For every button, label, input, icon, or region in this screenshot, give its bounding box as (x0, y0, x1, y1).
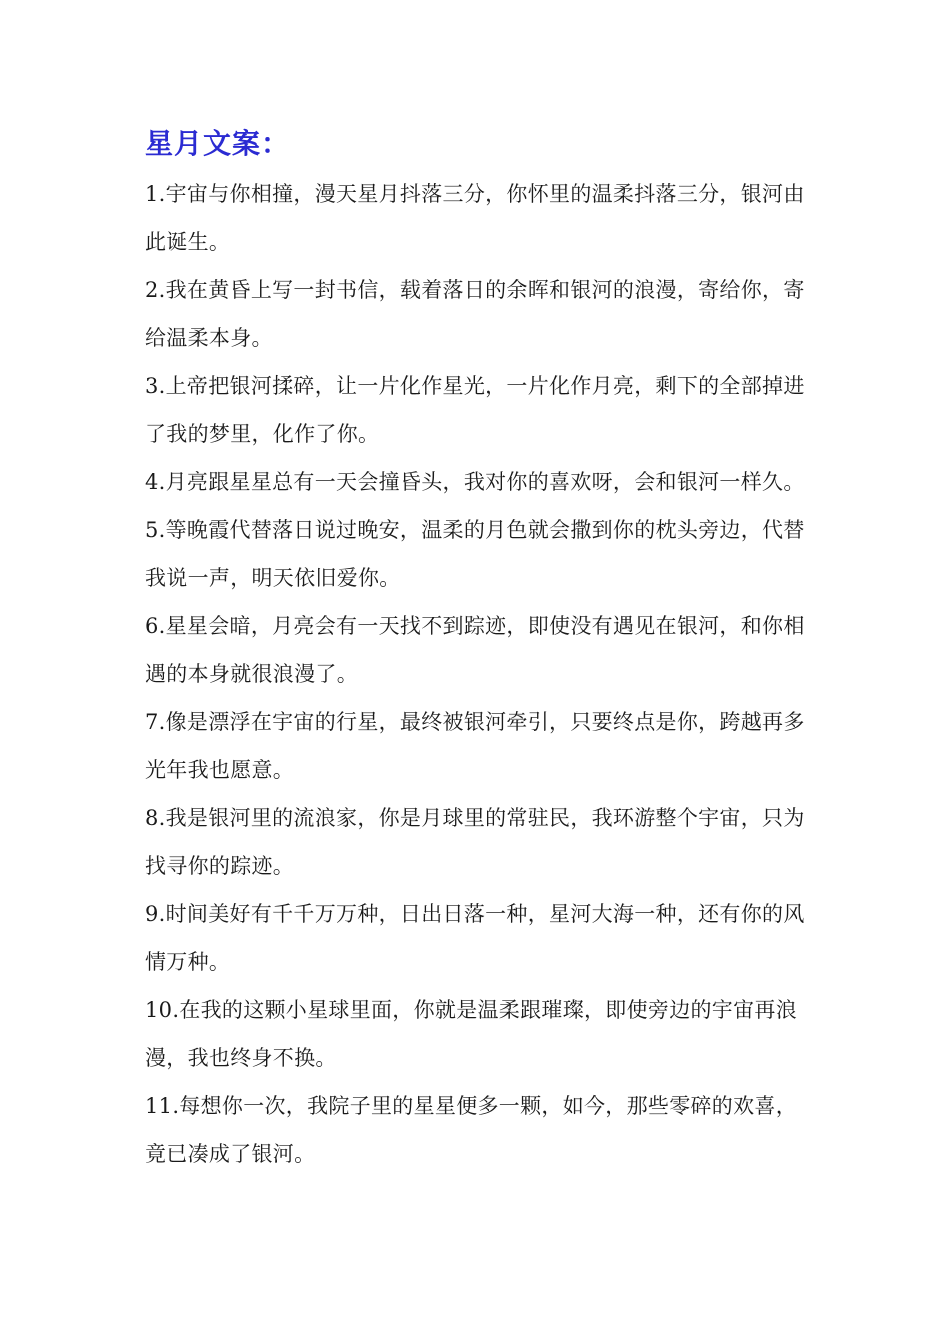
quote-item-2: 2.我在黄昏上写一封书信，载着落日的余晖和银河的浪漫，寄给你，寄给温柔本身。 (145, 278, 805, 350)
quote-item-3: 3.上帝把银河揉碎，让一片化作星光，一片化作月亮，剩下的全部掉进了我的梦里，化作了你。 (145, 374, 805, 446)
quote-item-6: 6.星星会暗，月亮会有一天找不到踪迹，即使没有遇见在银河，和你相遇的本身就很浪漫了。 (145, 614, 805, 686)
quote-item-5: 5.等晚霞代替落日说过晚安，温柔的月色就会撒到你的枕头旁边，代替我说一声，明天依旧爱你。 (145, 518, 805, 590)
document-title: 星月文案： (145, 127, 291, 160)
quote-item-11: 11.每想你一次，我院子里的星星便多一颗，如今，那些零碎的欢喜，竟已凑成了银河。 (145, 1094, 797, 1166)
quote-item-10: 10.在我的这颗小星球里面，你就是温柔跟璀璨，即使旁边的宇宙再浪漫，我也终身不换。 (145, 998, 797, 1070)
quote-item-4: 4.月亮跟星星总有一天会撞昏头，我对你的喜欢呀，会和银河一样久。 (145, 470, 805, 494)
quote-item-1: 1.宇宙与你相撞，漫天星月抖落三分，你怀里的温柔抖落三分，银河由此诞生。 (145, 182, 805, 254)
quote-item-7: 7.像是漂浮在宇宙的行星，最终被银河牵引，只要终点是你，跨越再多光年我也愿意。 (145, 710, 805, 782)
quote-item-8: 8.我是银河里的流浪家，你是月球里的常驻民，我环游整个宇宙，只为找寻你的踪迹。 (145, 806, 805, 878)
quote-list (145, 170, 813, 1178)
document-content (145, 122, 813, 1178)
quote-item-9: 9.时间美好有千千万万种，日出日落一种，星河大海一种，还有你的风情万种。 (145, 902, 805, 974)
